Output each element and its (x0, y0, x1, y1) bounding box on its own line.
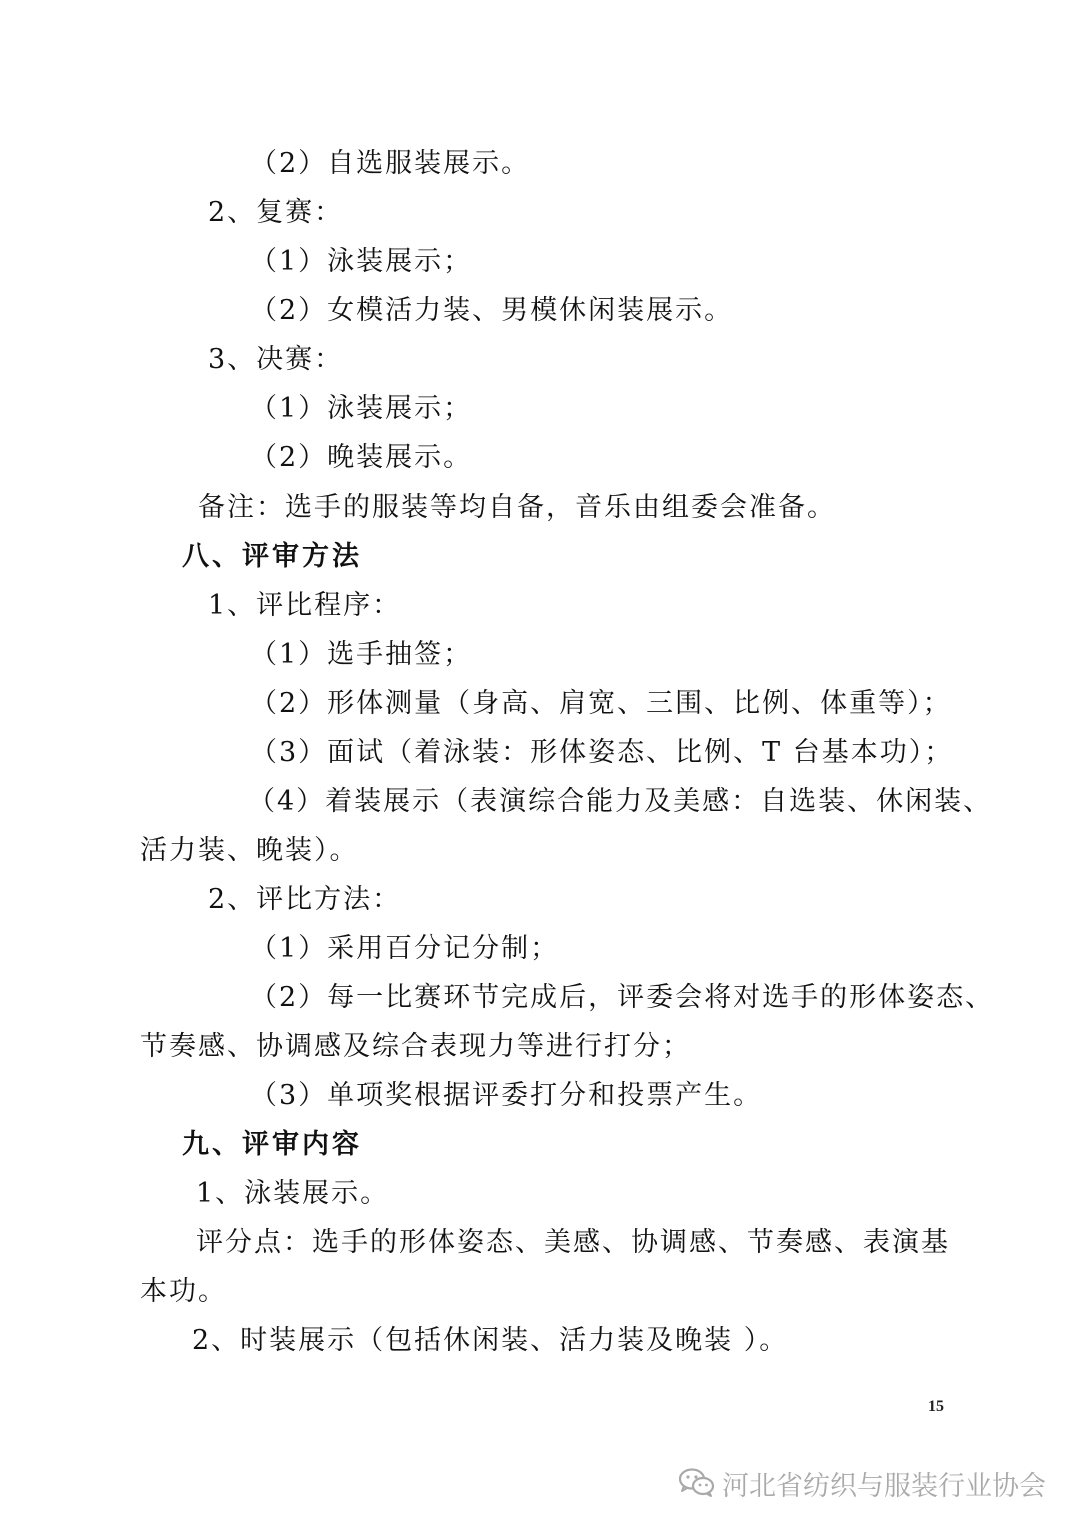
section-heading: 八、评审方法 (182, 541, 362, 572)
text-line: 2、时装展示（包括休闲装、活力装及晚装 ）。 (192, 1325, 789, 1356)
page-number: 15 (928, 1398, 944, 1415)
text-line: 1、评比程序： (208, 590, 402, 621)
text-line: （1）选手抽签； (250, 639, 473, 670)
text-line: （2）自选服装展示。 (250, 148, 531, 179)
text-line: （2）每一比赛环节完成后，评委会将对选手的形体姿态、 (250, 982, 995, 1013)
text-line: （2）形体测量（身高、肩宽、三围、比例、体重等）； (250, 688, 952, 719)
watermark-text: 河北省纺织与服装行业协会 (722, 1470, 1046, 1502)
text-line: 1、泳装展示。 (196, 1178, 390, 1209)
text-line: 活力装、晚装）。 (140, 835, 359, 866)
text-line: 节奏感、协调感及综合表现力等进行打分； (140, 1031, 691, 1062)
text-line: 3、决赛： (208, 344, 344, 375)
text-line: （2）晚装展示。 (250, 442, 473, 473)
note-line: 备注：选手的服装等均自备，音乐由组委会准备。 (198, 492, 836, 523)
watermark (678, 1463, 1046, 1503)
text-line: （4）着装展示（表演综合能力及美感：自选装、休闲装、 (248, 786, 993, 817)
text-line: （1）泳装展示； (250, 393, 473, 424)
text-line: 评分点：选手的形体姿态、美感、协调感、节奏感、表演基 (196, 1227, 950, 1258)
text-line: 2、评比方法： (208, 884, 402, 915)
text-line: （2）女模活力装、男模休闲装展示。 (250, 295, 734, 326)
text-line: （3）面试（着泳装：形体姿态、比例、T 台基本功）； (250, 737, 954, 768)
text-line: 本功。 (140, 1276, 227, 1307)
section-heading: 九、评审内容 (182, 1129, 362, 1160)
text-line: （1）泳装展示； (250, 246, 473, 277)
text-line: （3）单项奖根据评委打分和投票产生。 (250, 1080, 763, 1111)
text-line: （1）采用百分记分制； (250, 933, 560, 964)
text-line: 2、复赛： (208, 197, 344, 228)
wechat-icon (678, 1467, 716, 1499)
